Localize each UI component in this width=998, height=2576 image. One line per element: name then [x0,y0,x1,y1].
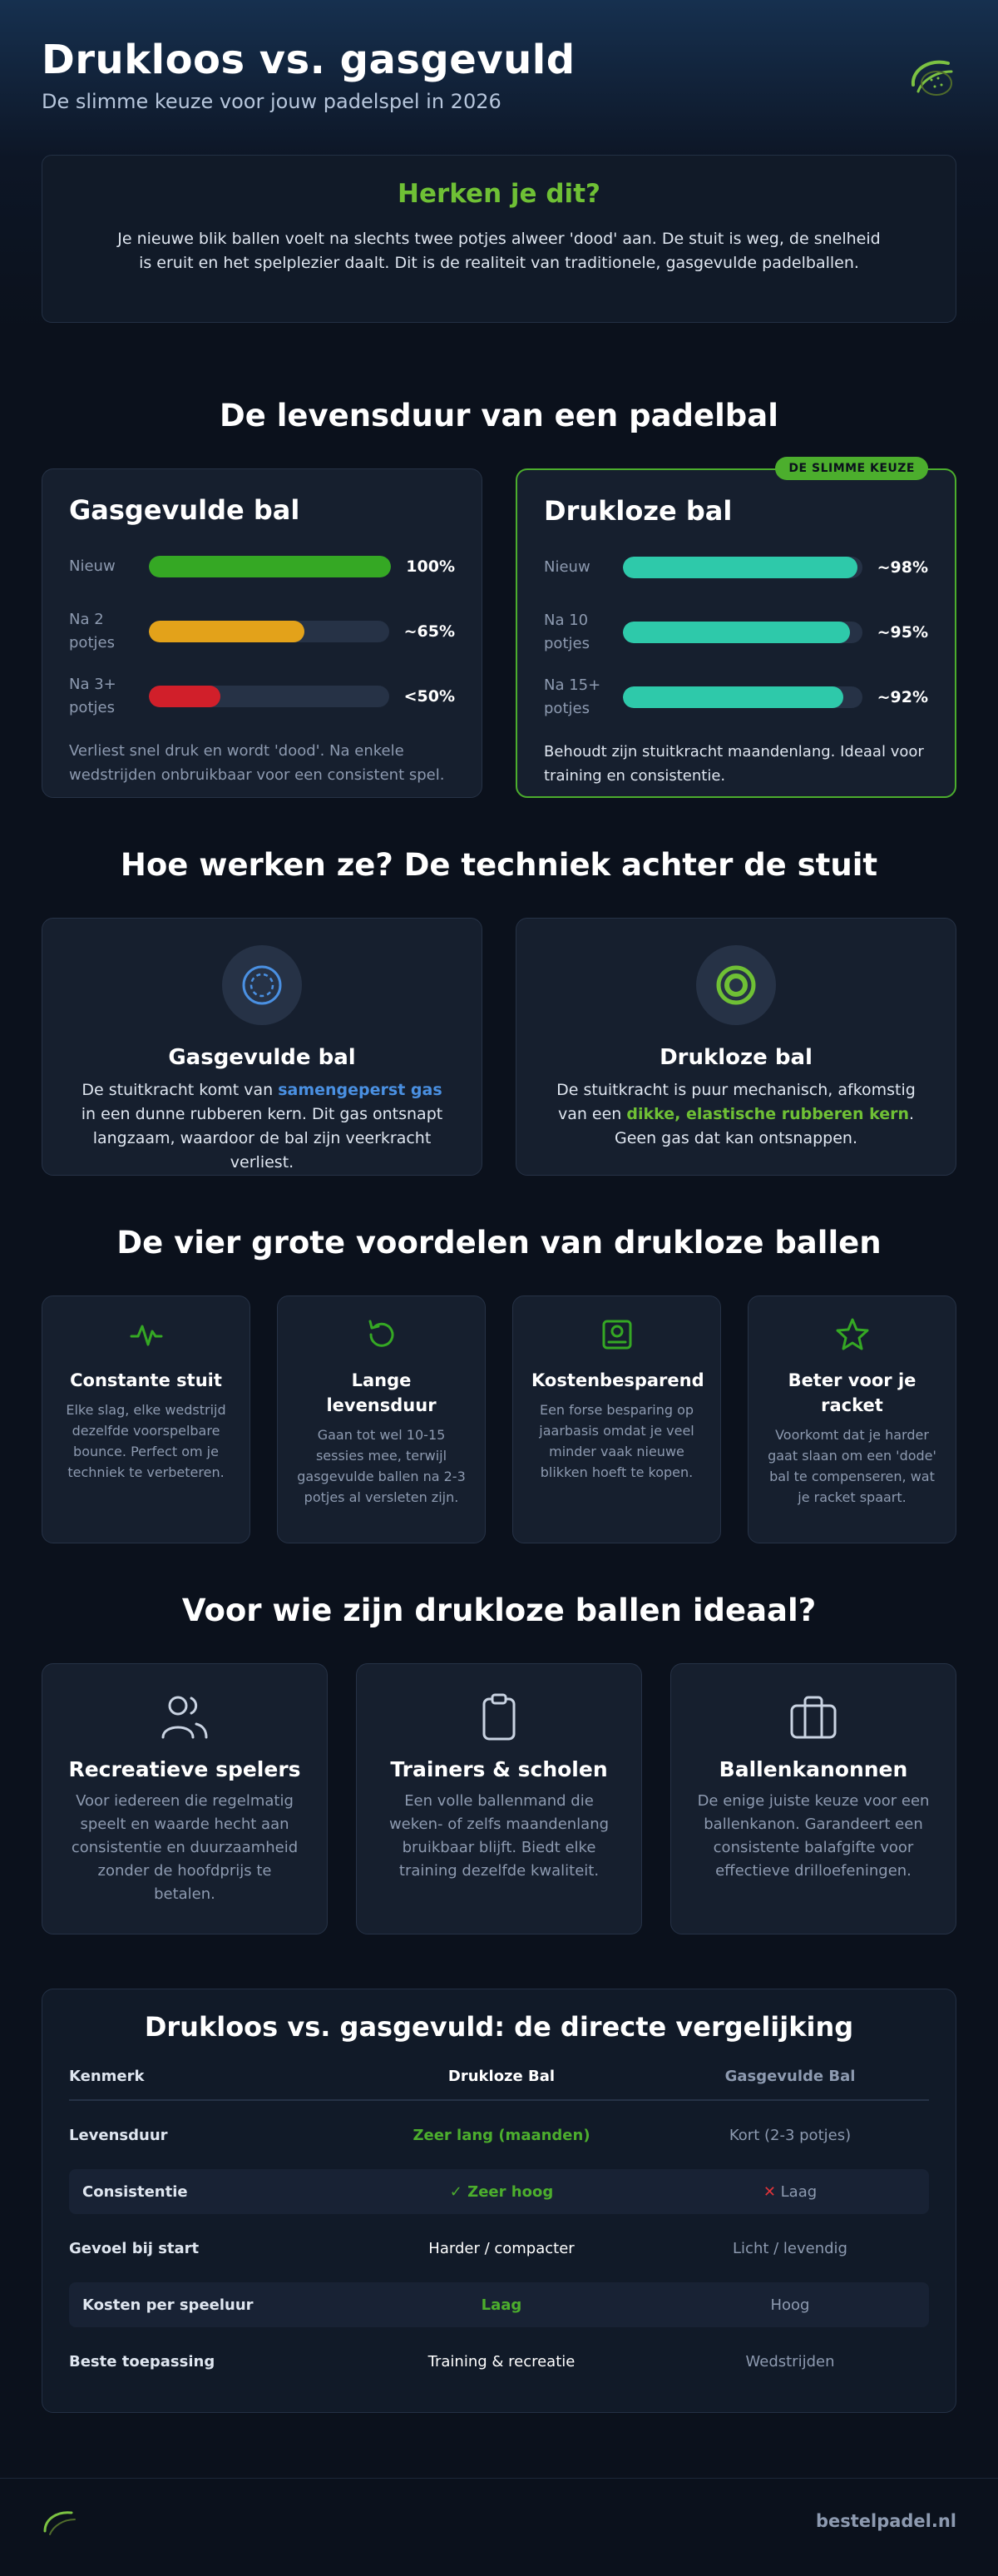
gas-core-icon [222,945,302,1025]
footer-divider [0,2478,998,2479]
audience-card [42,1663,328,1934]
bar-value: ~98% [877,558,928,577]
bar-label: Nieuw [544,558,590,576]
lifespan-card-gas [42,468,482,798]
table-row [69,2169,929,2214]
row-drukloos: Training & recreatie [427,2352,576,2370]
bar-track [623,557,862,578]
footer-logo-icon [42,2504,78,2538]
audience-card-title: Ballenkanonnen [719,1757,908,1781]
lifespan-note: Verliest snel druk en wordt 'dood'. Na enkele wedstrijden onbruikbaar voor een consistent spel. [69,742,445,784]
smart-choice-badge: DE SLIMME KEUZE [775,457,928,480]
audience-card-text: De enige juiste keuze voor een ballenkanon. Garandeert een consistente balafgifte voor effectieve drilloefeningen. [697,1792,930,1880]
advantage-title: Constante stuit [70,1370,222,1390]
table-row [69,2282,929,2327]
advantage-text: Een forse besparing op jaarbasis omdat je veel minder vaak nieuwe blikken hoeft te kopen. [539,1402,694,1480]
padel-ball-logo-icon [907,53,956,103]
row-gas: Kort (2-3 potjes) [729,2126,852,2144]
page-subtitle: De slimme keuze voor jouw padelspel in 2026 [42,90,501,113]
tech-card-text [550,1078,922,1151]
bar-label: Na 3+ potjes [69,676,116,716]
row-drukloos-cell [352,2183,651,2201]
lifespan-card-drukloos [516,462,956,798]
comparison-table [42,1989,956,2413]
intro-text: Je nieuwe blik ballen voelt na slechts twee potjes alweer 'dood' aan. De stuit is weg, de snelheid is eruit en het spelplezier daalt. Dit is de realiteit van traditionele, gasgevulde padelballen. [117,230,881,272]
audience-card [670,1663,956,1934]
bar-value: 100% [406,557,455,576]
tech-text-part: De stuitkracht is puur mechanisch, afkomstig van een [556,1081,916,1123]
comparison-header-row [69,2068,929,2101]
bar-fill [149,621,305,642]
bar-value: ~95% [877,623,928,642]
row-drukloos: Laag [481,2296,522,2314]
users-icon [158,1692,211,1742]
bar-label: Na 10 potjes [544,612,590,652]
briefcase-icon [787,1692,840,1742]
star-icon [834,1316,871,1353]
bar-value: <50% [403,687,455,706]
bar-value: ~65% [403,622,455,641]
bar-track [149,556,391,577]
advantage-text: Gaan tot wel 10-15 sessies mee, terwijl gasgevulde ballen na 2-3 potjes al versleten zijn. [297,1427,466,1505]
bar-label: Nieuw [69,557,116,575]
bar-track [149,621,389,642]
rubber-core-icon [696,945,776,1025]
bar-label: Na 15+ potjes [544,676,601,717]
tech-text-part: . Geen gas dat kan ontsnappen. [614,1105,915,1147]
lifespan-bar-row [69,674,455,719]
tech-card-drukloos [516,918,956,1176]
audience-card [356,1663,642,1934]
row-feature: Consistentie [82,2182,188,2201]
row-feature: Gevoel bij start [69,2239,200,2257]
header [42,37,956,128]
intro-box [42,155,956,323]
refresh-icon [363,1316,400,1353]
savings-icon [599,1316,635,1353]
lifespan-card-title: Gasgevulde bal [69,494,300,526]
clipboard-icon [472,1692,526,1742]
cross-icon: ✕ [763,2182,781,2201]
tech-highlight: dikke, elastische rubberen kern [626,1105,909,1123]
lifespan-card-title: Drukloze bal [544,495,733,527]
row-drukloos: Zeer lang (maanden) [413,2126,590,2144]
header-gas: Gasgevulde Bal [724,2068,856,2085]
audience-card-title: Recreatieve spelers [68,1757,301,1781]
lifespan-bar-row [544,610,928,655]
tech-title: Hoe werken ze? De techniek achter de stuit [120,847,878,883]
check-icon: ✓ [449,2182,468,2201]
bar-label: Na 2 potjes [69,611,115,651]
tech-highlight: samengeperst gas [278,1081,442,1099]
lifespan-bar-row [69,609,455,654]
header-drukloos: Drukloze Bal [447,2068,556,2085]
audience-card-title: Trainers & scholen [390,1757,608,1781]
row-gas-cell [651,2183,929,2201]
row-gas: Hoog [770,2296,810,2314]
pulse-icon [128,1316,165,1353]
row-feature: Kosten per speeluur [82,2296,254,2314]
tech-text-part: De stuitkracht komt van [82,1081,279,1099]
lifespan-bar-row [544,545,928,590]
bar-track [149,686,389,707]
lifespan-bar-row [544,675,928,720]
audience-card-text: Voor iedereen die regelmatig speelt en waarde hecht aan consistentie en duurzaamheid zonder de hoofdprijs te betalen. [71,1792,299,1903]
advantage-text: Elke slag, elke wedstrijd dezelfde voorspelbare bounce. Perfect om je techniek te verbeteren. [66,1402,226,1480]
bar-fill [623,686,842,708]
tech-card-text [76,1078,448,1175]
footer-site-link[interactable]: bestelpadel.nl [815,2511,956,2531]
bar-track [623,686,862,708]
advantage-card [277,1295,486,1543]
row-drukloos: Zeer hoog [467,2182,554,2201]
bar-value: ~92% [877,688,928,706]
advantages-title: De vier grote voordelen van drukloze ballen [116,1225,882,1261]
bar-fill [623,622,850,643]
tech-card-gas [42,918,482,1176]
lifespan-title: De levensduur van een padelbal [220,398,778,433]
advantage-title: Kostenbesparend [531,1370,704,1390]
audience-title: Voor wie zijn drukloze ballen ideaal? [181,1593,817,1628]
row-drukloos: Harder / compacter [428,2239,575,2257]
tech-text-part: in een dunne rubberen kern. Dit gas ontsnapt langzaam, waardoor de bal zijn veerkracht verliest. [81,1105,443,1172]
tech-card-title: Gasgevulde bal [168,1045,356,1070]
intro-title: Herken je dit? [398,179,600,209]
table-row [69,2113,929,2157]
bar-fill [149,556,391,577]
advantage-card [512,1295,721,1543]
advantage-card [42,1295,250,1543]
table-row [69,2226,929,2271]
advantage-title: Beter voor je racket [788,1370,916,1415]
row-feature: Levensduur [69,2126,168,2144]
row-gas: Wedstrijden [745,2352,835,2370]
advantage-text: Voorkomt dat je harder gaat slaan om een 'dode' bal te compenseren, wat je racket spaart. [768,1427,936,1505]
table-row [69,2339,929,2384]
bar-track [623,622,862,643]
bar-fill [149,686,221,707]
row-feature: Beste toepassing [69,2352,215,2370]
lifespan-bar-row [69,544,455,589]
bar-fill [623,557,857,578]
tech-card-title: Drukloze bal [660,1045,813,1070]
advantage-title: Lange levensduur [326,1370,437,1415]
comparison-title: Drukloos vs. gasgevuld: de directe vergelijking [144,2011,854,2043]
row-gas: Laag [780,2182,818,2201]
lifespan-note: Behoudt zijn stuitkracht maandenlang. Ideaal voor training en consistentie. [544,743,924,785]
row-gas: Licht / levendig [733,2239,847,2257]
header-feature: Kenmerk [69,2068,145,2085]
page-title: Drukloos vs. gasgevuld [42,37,576,83]
advantage-card [748,1295,956,1543]
audience-card-text: Een volle ballenmand die weken- of zelfs maandenlang bruikbaar blijft. Biedt elke training dezelfde kwaliteit. [388,1792,610,1880]
